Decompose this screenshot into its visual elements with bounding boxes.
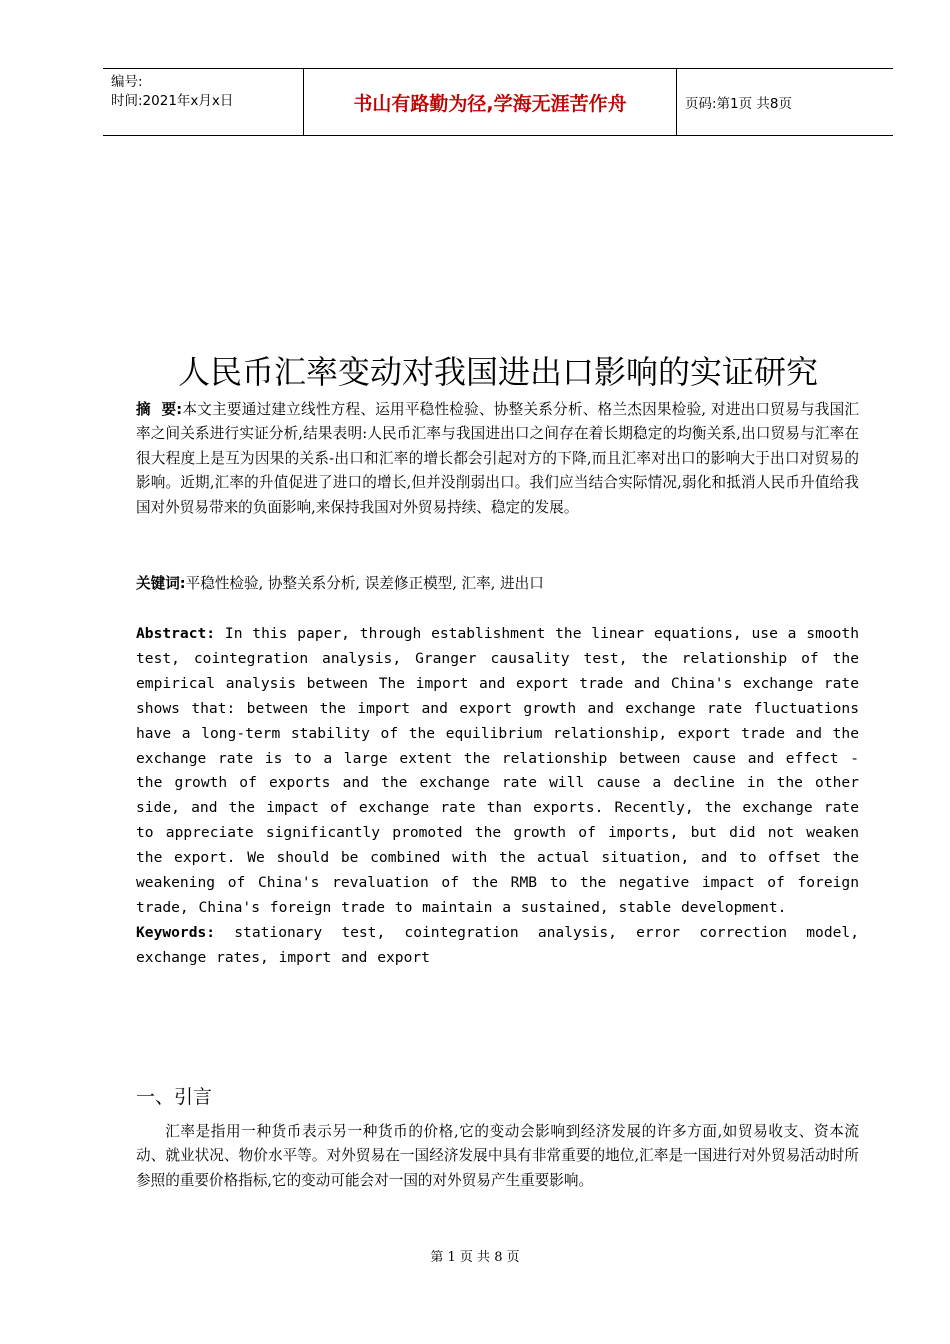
header-motto: 书山有路勤为径,学海无涯苦作舟 xyxy=(304,69,677,135)
header-time-label: 时间:2021年x月x日 xyxy=(111,93,234,109)
header-page-label: 页码:第1页 共8页 xyxy=(685,96,793,112)
keywords-en-text: stationary test, cointegration analysis, error correction model, exchange rates, import and export xyxy=(136,923,859,966)
header-meta-cell xyxy=(103,69,304,135)
section-paragraph: 汇率是指用一种货币表示另一种货币的价格,它的变动会影响到经济发展的许多方面,如贸易收支、资本流动、就业状况、物价水平等。对外贸易在一国经济发展中具有非常重要的地位,汇率是一国进行对外贸易活动时所参照的重要价格指标,它的变动可能会对一国的对外贸易产生重要影响。 xyxy=(136,1123,859,1189)
paper-title: 人民币汇率变动对我国进出口影响的实证研究 xyxy=(177,353,818,391)
abstract-en-text: In this paper, through establishment the linear equations, use a smooth test, cointegration analysis, Granger causality test, the relationship of the empirical analysis between The import and export trade and China's exchange rate shows that: between the import and export growth and exchange rate fluctuations have a long-term stability of the equilibrium relationship, export trade and the exchange rate is to a large extent the relationship between cause and effect - the growth of exports and the exchange rate will cause a decline in the other side, and the impact of exchange rate than exports. Recently, the exchange rate to appreciate significantly promoted the growth of imports, but did not weaken the export. We should be combined with the actual situation, and to offset the weakening of China's revaluation of the RMB to the negative impact of foreign trade, China's foreign trade to maintain a sustained, stable development. xyxy=(136,625,859,916)
keywords-cn-text: 平稳性检验, 协整关系分析, 误差修正模型, 汇率, 进出口 xyxy=(185,575,544,592)
keywords-en-label: Keywords: xyxy=(136,923,216,941)
section-heading: 一、引言 xyxy=(136,1086,213,1108)
abstract-en-label: Abstract: xyxy=(136,625,216,642)
page-header xyxy=(103,68,893,136)
header-number-label: 编号: xyxy=(111,74,143,90)
abstract-cn xyxy=(136,398,859,520)
abstract-cn-label: 摘 要: xyxy=(136,401,183,418)
keywords-cn-label: 关键词: xyxy=(136,575,186,592)
abstract-en xyxy=(136,622,859,971)
abstract-cn-text: 本文主要通过建立线性方程、运用平稳性检验、协整关系分析、格兰杰因果检验, 对进出口贸易与我国汇率之间关系进行实证分析,结果表明:人民币汇率与我国进出口之间存在着长期稳定的均衡关系,出口贸易与汇率在很大程度上是互为因果的关系-出口和汇率的增长都会引起对方的下降,而且汇率对出口的影响大于出口对贸易的影响。近期,汇率的升值促进了进口的增长,但并没削弱出口。我们应当结合实际情况,弱化和抵消人民币升值给我国对外贸易带来的负面影响,来保持我国对外贸易持续、稳定的发展。 xyxy=(136,401,859,516)
keywords-cn xyxy=(136,572,859,596)
page-footer: 第 1 页 共 8 页 xyxy=(430,1250,520,1265)
